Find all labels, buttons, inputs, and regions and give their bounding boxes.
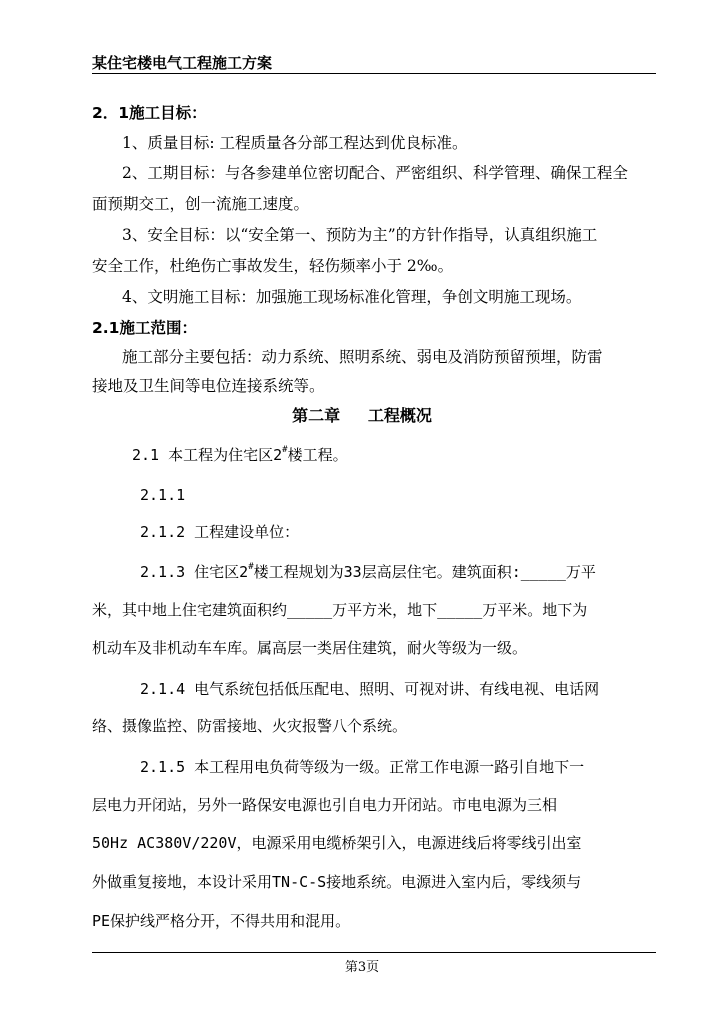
overview-2-1-5-line1: 2.1.5 本工程用电负荷等级为一级。正常工作电源一路引自地下一 [140,758,585,776]
overview-2-1-3-line2: 米，其中地上住宅建筑面积约_____万平方米，地下_____万平米。地下为 [92,601,588,619]
section-heading-scope: 2.1施工范围： [92,319,197,337]
overview-2-1-5-line5: PE保护线严格分开，不得共用和混用。 [92,912,351,930]
overview-2-1-4-line2: 络、摄像监控、防雷接地、火灾报警八个系统。 [92,717,408,735]
footer-divider [92,952,656,953]
overview-2-1-5-line2: 层电力开闭站，另外一路保安电源也引自电力开闭站。市电电源为三相 [92,796,558,814]
overview-2-1-3-line3: 机动车及非机动车车库。属高层一类居住建筑，耐火等级为一级。 [92,639,528,657]
overview-2-1 [132,445,348,465]
overview-2-1-5-line3: 50Hz AC380V/220V，电源采用电缆桥架引入，电源进线后将零线引出室 [92,834,582,852]
header-divider [92,73,656,74]
overview-2-1-5-line4: 外做重复接地，本设计采用TN-C-S接地系统。电源进入室内后，零线须与 [92,873,582,891]
overview-2-1-4-line1: 2.1.4 电气系统包括低压配电、照明、可视对讲、有线电视、电话网 [140,680,600,698]
scope-line2: 接地及卫生间等电位连接系统等。 [92,377,325,395]
overview-2-1-3-line1 [140,562,596,582]
overview-2-1-3-sup: # [248,562,254,572]
chapter-title: 第二章 工程概况 [292,406,432,425]
scope-line1: 施工部分主要包括：动力系统、照明系统、弱电及消防预留预埋，防雷 [122,348,603,366]
goal-schedule-line1: 2、工期目标：与各参建单位密切配合、严密组织、科学管理、确保工程全 [122,164,628,182]
overview-2-1-3-text-end: 楼工程规划为33层高层住宅。建筑面积:_____万平 [253,563,596,581]
overview-2-1-text-end: 楼工程。 [287,446,348,464]
goal-safety-line2: 安全工作，杜绝伤亡事故发生，轻伤频率小于 2‰。 [92,257,454,275]
overview-2-1-text: 2.1 本工程为住宅区2 [132,446,283,464]
overview-2-1-sup: # [282,445,288,455]
overview-2-1-3-text: 2.1.3 住宅区2 [140,563,249,581]
goal-safety-line1: 3、安全目标：以“安全第一、预防为主”的方针作指导，认真组织施工 [122,226,598,244]
goal-schedule-line2: 面预期交工，创一流施工速度。 [92,195,310,213]
goal-civilized: 4、文明施工目标：加强施工现场标准化管理，争创文明施工现场。 [122,288,582,306]
document-header-title: 某住宅楼电气工程施工方案 [92,54,273,72]
overview-2-1-2: 2.1.2 工程建设单位： [140,523,300,541]
goal-quality: 1、质量目标: 工程质量各分部工程达到优良标准。 [122,134,468,152]
section-heading-goals: 2．1施工目标： [92,104,207,122]
page-number: 第3页 [344,960,380,975]
overview-2-1-1: 2.1.1 [140,486,186,504]
